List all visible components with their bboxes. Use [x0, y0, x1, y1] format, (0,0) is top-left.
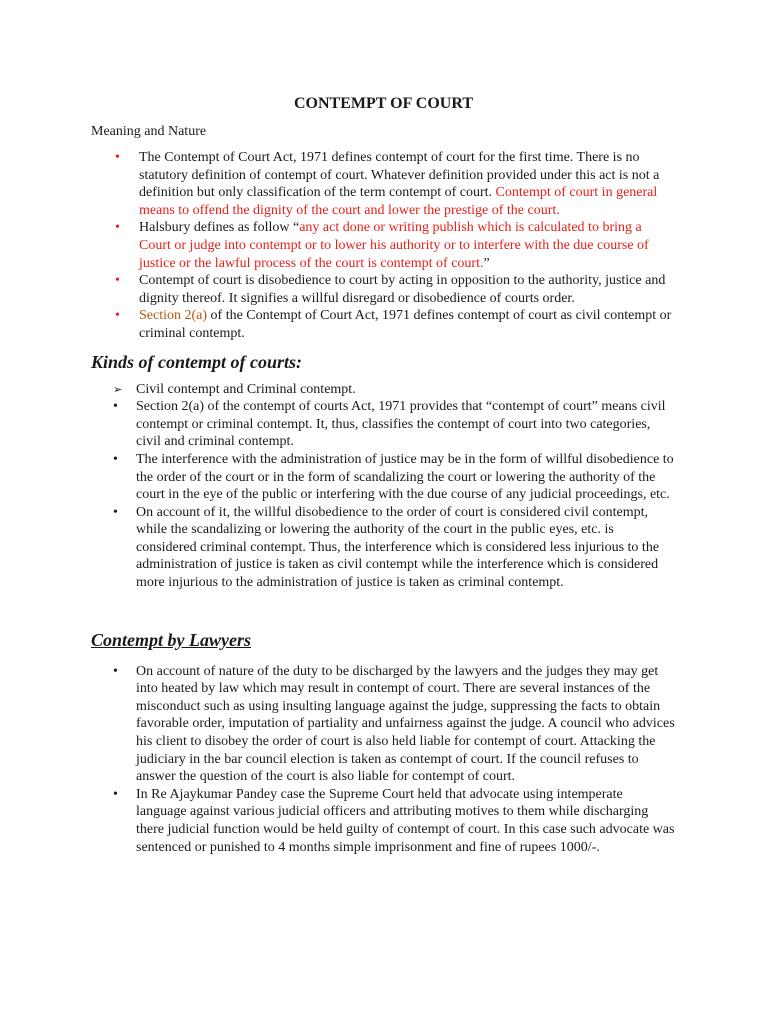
item-text: The interference with the administration of justice may be in the form of willful disobedience to the order of the court or in the form of scandalizing the court or lowering the authority of the court in the eye of the public or interfering with the due course of any judicial proceedings, etc. — [136, 451, 674, 503]
item-text: On account of nature of the duty to be discharged by the lawyers and the judges they may get into heated by law which may result in contempt of court. There are several instances of the misconduct such as using insulting language against the judge, suppressing the facts to obtain favorable order, imputation of partiality and unfairness against the judge. A council who advices his client to disobey the order of court is also held liable for contempt of court. Attacking the judiciary in the bar council election is taken as contempt of court. If the council refuses to answer the question of the court is also liable for contempt of court. — [136, 663, 675, 785]
meaning-list — [91, 149, 676, 343]
bullet-icon: • — [113, 399, 118, 415]
item-text: Halsbury defines as follow “ — [139, 220, 300, 236]
list-item — [91, 272, 676, 307]
arrow-bullet-icon: ➢ — [113, 383, 123, 396]
document-title: CONTEMPT OF COURT — [294, 95, 473, 112]
list-item — [91, 219, 676, 272]
bullet-icon: • — [113, 504, 118, 520]
item-text: Civil contempt and Criminal contempt. — [136, 381, 356, 397]
highlight-text: any act done or writing publish which is calculated to bring a Court or judge into contempt or to lower his authority or to interfere with the due course of justice or the lawful process of the court is contempt of court. — [139, 220, 649, 271]
list-item — [91, 663, 676, 786]
item-text-end: ” — [483, 255, 490, 271]
list-item — [91, 381, 676, 399]
bullet-icon: • — [115, 308, 120, 324]
item-text: of the Contempt of Court Act, 1971 defines contempt of court as civil contempt or criminal contempt. — [139, 308, 672, 341]
bullet-icon: • — [113, 451, 118, 467]
bullet-icon: • — [113, 786, 118, 802]
kinds-heading: Kinds of contempt of courts: — [91, 351, 303, 372]
lawyers-list — [91, 663, 676, 857]
item-text: Section 2(a) of the contempt of courts Act, 1971 provides that “contempt of court” means civil contempt or criminal contempt. It, thus, classifies the contempt of court into two categories, civil and criminal contempt. — [136, 399, 666, 450]
bullet-icon: • — [115, 220, 120, 236]
item-text: Contempt of court is disobedience to court by acting in opposition to the authority, justice and dignity thereof. It signifies a willful disregard or disobedience of courts order. — [139, 273, 666, 306]
list-item — [91, 307, 676, 342]
item-text: The Contempt of Court Act, 1971 defines contempt of court for the first time. There is no statutory definition of contempt of court. Whatever definition provided under this act is not a definition but only classification of the term contempt of court. — [139, 150, 660, 201]
item-text: On account of it, the willful disobedience to the order of court is considered civil contempt, while the scandalizing or lowering the authority of the court in the public eyes, etc. is considered criminal contempt. Thus, the interference which is considered less injurious to the administration of justice is taken as civil contempt while the interference which is considered more injurious to the administration of justice is taken as criminal contempt. — [136, 504, 660, 591]
bullet-icon: • — [115, 273, 120, 289]
list-item — [91, 451, 676, 504]
list-item — [91, 786, 676, 856]
section-link-text: Section 2(a) — [139, 308, 208, 324]
section-subtitle: Meaning and Nature — [91, 124, 207, 139]
list-item — [91, 504, 676, 592]
bullet-icon: • — [113, 663, 118, 679]
item-text: In Re Ajaykumar Pandey case the Supreme Court held that advocate using intemperate language against various judicial officers and attributing motives to them while discharging there judicial function would be held guilty of contempt of court. In this case such advocate was sentenced or punished to 4 months simple imprisonment and fine of rupees 1000/-. — [136, 786, 675, 855]
list-item — [91, 149, 676, 219]
lawyers-heading: Contempt by Lawyers — [91, 629, 251, 650]
kinds-list — [91, 381, 676, 592]
list-item — [91, 398, 676, 451]
bullet-icon: • — [115, 150, 120, 165]
highlight-text: Contempt of court in general means to offend the dignity of the court and lower the prestige of the court. — [139, 185, 658, 218]
